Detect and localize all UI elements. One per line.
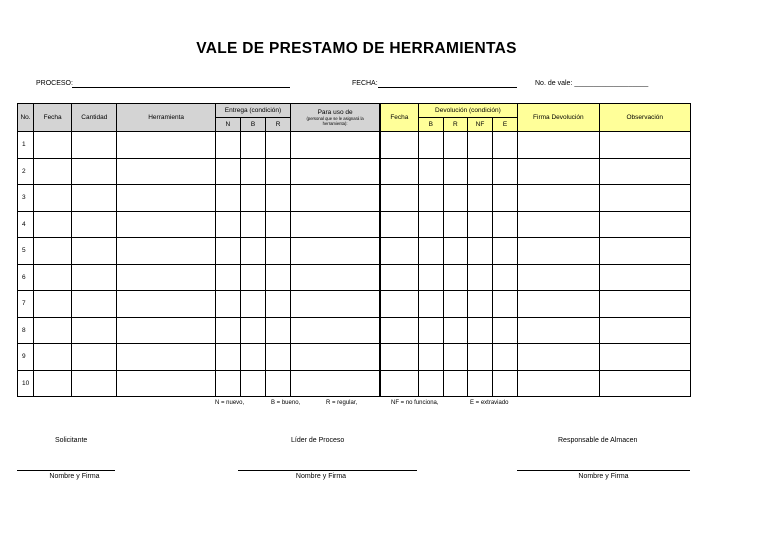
loan-table: [17, 103, 691, 397]
table-cell[interactable]: [599, 132, 691, 159]
table-cell[interactable]: [117, 238, 215, 265]
header-entrega: Entrega (condición): [215, 104, 290, 118]
header-para-uso: [291, 104, 380, 132]
table-cell[interactable]: [443, 211, 467, 238]
table-cell[interactable]: [34, 158, 72, 185]
signature-responsable-title: Responsable de Almacen: [558, 437, 638, 444]
signature-nombre-1: Nombre y Firma: [49, 473, 100, 480]
table-cell[interactable]: [34, 370, 72, 397]
table-cell[interactable]: [380, 211, 418, 238]
table-cell[interactable]: [266, 344, 291, 371]
table-cell[interactable]: [34, 317, 72, 344]
table-cell[interactable]: [493, 344, 518, 371]
legend-e: E = extraviado: [470, 400, 509, 406]
table-cell[interactable]: [418, 132, 443, 159]
table-cell[interactable]: [240, 370, 265, 397]
table-cell[interactable]: [117, 264, 215, 291]
table-cell[interactable]: [418, 370, 443, 397]
table-cell[interactable]: [443, 238, 467, 265]
table-cell[interactable]: [291, 317, 380, 344]
table-cell[interactable]: [467, 158, 492, 185]
table-cell[interactable]: [266, 132, 291, 159]
table-cell[interactable]: [34, 344, 72, 371]
table-cell[interactable]: [34, 132, 72, 159]
signature-nombre-2: Nombre y Firma: [295, 473, 347, 480]
table-cell[interactable]: [418, 291, 443, 318]
header-no: No.: [18, 104, 34, 132]
header-entrega-r: R: [266, 118, 291, 132]
legend-nf: NF = no funciona,: [391, 400, 439, 406]
table-cell[interactable]: [599, 264, 691, 291]
legend-b: B = bueno,: [271, 400, 301, 406]
table-cell[interactable]: [34, 291, 72, 318]
signature-line-lider[interactable]: [238, 470, 417, 471]
table-cell[interactable]: [72, 132, 117, 159]
row-number: 6: [18, 264, 34, 291]
table-cell[interactable]: [493, 291, 518, 318]
table-cell[interactable]: [467, 370, 492, 397]
table-cell[interactable]: [72, 185, 117, 212]
table-row: [18, 264, 691, 291]
table-row: [18, 317, 691, 344]
table-cell[interactable]: [34, 185, 72, 212]
table-cell[interactable]: [240, 238, 265, 265]
table-cell[interactable]: [518, 158, 599, 185]
legend-r: R = regular,: [326, 400, 358, 406]
table-cell[interactable]: [117, 158, 215, 185]
table-cell[interactable]: [599, 211, 691, 238]
table-cell[interactable]: [266, 211, 291, 238]
header-dev-nf: NF: [467, 118, 492, 132]
header-fecha: Fecha: [34, 104, 72, 132]
row-number: 4: [18, 211, 34, 238]
table-row: [18, 291, 691, 318]
table-row: [18, 185, 691, 212]
table-row: [18, 211, 691, 238]
vale-label-text: No. de vale:: [535, 80, 573, 87]
table-cell[interactable]: [599, 317, 691, 344]
table-row: [18, 370, 691, 397]
table-cell[interactable]: [418, 158, 443, 185]
table-cell[interactable]: [291, 158, 380, 185]
table-cell[interactable]: [117, 132, 215, 159]
para-uso-subtitle: (personal que se le asignará la herramienta):: [306, 116, 364, 126]
table-cell[interactable]: [418, 238, 443, 265]
table-cell[interactable]: [240, 264, 265, 291]
table-cell[interactable]: [215, 132, 240, 159]
table-cell[interactable]: [418, 211, 443, 238]
table-cell[interactable]: [266, 238, 291, 265]
table-cell[interactable]: [467, 132, 492, 159]
vale-label: [535, 80, 648, 87]
table-cell[interactable]: [418, 344, 443, 371]
table-row: [18, 158, 691, 185]
table-row: [18, 344, 691, 371]
table-cell[interactable]: [493, 317, 518, 344]
signature-solicitante-title: Solicitante: [55, 437, 88, 444]
table-cell[interactable]: [240, 291, 265, 318]
row-number: 5: [18, 238, 34, 265]
table-cell[interactable]: [493, 370, 518, 397]
table-cell[interactable]: [266, 291, 291, 318]
header-firma-devolucion: Firma Devolución: [518, 104, 599, 132]
table-cell[interactable]: [467, 185, 492, 212]
table-cell[interactable]: [518, 317, 599, 344]
table-cell[interactable]: [215, 158, 240, 185]
table-cell[interactable]: [266, 185, 291, 212]
fecha-label: FECHA:: [352, 80, 378, 87]
table-cell[interactable]: [240, 158, 265, 185]
table-cell[interactable]: [291, 291, 380, 318]
signature-lider-title: Líder de Proceso: [291, 437, 345, 444]
table-cell[interactable]: [72, 158, 117, 185]
table-cell[interactable]: [467, 264, 492, 291]
table-cell[interactable]: [266, 370, 291, 397]
table-cell[interactable]: [291, 370, 380, 397]
table-cell[interactable]: [291, 211, 380, 238]
table-cell[interactable]: [467, 291, 492, 318]
table-cell[interactable]: [518, 344, 599, 371]
table-cell[interactable]: [72, 211, 117, 238]
table-cell[interactable]: [291, 264, 380, 291]
header-dev-b: B: [418, 118, 443, 132]
row-number: 10: [18, 370, 34, 397]
table-cell[interactable]: [467, 211, 492, 238]
table-cell[interactable]: [380, 344, 418, 371]
table-row: [18, 132, 691, 159]
table-cell[interactable]: [518, 264, 599, 291]
table-cell[interactable]: [117, 370, 215, 397]
signature-nombre-3: Nombre y Firma: [578, 473, 629, 480]
table-cell[interactable]: [418, 264, 443, 291]
table-cell[interactable]: [380, 370, 418, 397]
proceso-input-line[interactable]: [72, 87, 290, 88]
table-cell[interactable]: [443, 291, 467, 318]
table-cell[interactable]: [215, 291, 240, 318]
table-cell[interactable]: [215, 185, 240, 212]
header-dev-r: R: [443, 118, 467, 132]
table-cell[interactable]: [117, 344, 215, 371]
table-cell[interactable]: [518, 370, 599, 397]
table-cell[interactable]: [34, 264, 72, 291]
table-cell[interactable]: [493, 185, 518, 212]
signature-line-responsable[interactable]: [517, 470, 690, 471]
table-cell[interactable]: [599, 344, 691, 371]
table-cell[interactable]: [493, 211, 518, 238]
table-cell[interactable]: [380, 185, 418, 212]
table-cell[interactable]: [380, 158, 418, 185]
header-entrega-b: B: [240, 118, 265, 132]
header-dev-fecha: Fecha: [380, 104, 418, 132]
table-cell[interactable]: [215, 211, 240, 238]
table-cell[interactable]: [291, 344, 380, 371]
table-cell[interactable]: [72, 291, 117, 318]
table-cell[interactable]: [215, 344, 240, 371]
table-cell[interactable]: [291, 238, 380, 265]
table-cell[interactable]: [443, 185, 467, 212]
table-cell[interactable]: [215, 317, 240, 344]
vale-number-blank[interactable]: ___________________: [574, 80, 649, 87]
table-cell[interactable]: [493, 264, 518, 291]
table-cell[interactable]: [72, 370, 117, 397]
table-cell[interactable]: [72, 238, 117, 265]
table-cell[interactable]: [117, 185, 215, 212]
table-cell[interactable]: [443, 264, 467, 291]
table-cell[interactable]: [34, 211, 72, 238]
table-cell[interactable]: [215, 370, 240, 397]
table-cell[interactable]: [518, 211, 599, 238]
table-cell[interactable]: [240, 185, 265, 212]
table-cell[interactable]: [266, 264, 291, 291]
table-cell[interactable]: [266, 317, 291, 344]
table-cell[interactable]: [518, 291, 599, 318]
header-entrega-n: N: [215, 118, 240, 132]
table-cell[interactable]: [380, 291, 418, 318]
table-cell[interactable]: [240, 211, 265, 238]
table-cell[interactable]: [117, 317, 215, 344]
table-cell[interactable]: [443, 344, 467, 371]
table-cell[interactable]: [443, 132, 467, 159]
row-number: 2: [18, 158, 34, 185]
table-cell[interactable]: [240, 317, 265, 344]
table-cell[interactable]: [72, 344, 117, 371]
header-observacion: Observación: [599, 104, 691, 132]
row-number: 8: [18, 317, 34, 344]
header-dev-e: E: [493, 118, 518, 132]
table-cell[interactable]: [215, 238, 240, 265]
legend-n: N = nuevo,: [215, 400, 245, 406]
table-cell[interactable]: [599, 370, 691, 397]
table-cell[interactable]: [493, 158, 518, 185]
table-cell[interactable]: [117, 211, 215, 238]
row-number: 7: [18, 291, 34, 318]
table-cell[interactable]: [599, 185, 691, 212]
table-cell[interactable]: [467, 344, 492, 371]
table-cell[interactable]: [518, 238, 599, 265]
table-cell[interactable]: [467, 317, 492, 344]
row-number: 9: [18, 344, 34, 371]
table-cell[interactable]: [240, 132, 265, 159]
table-cell[interactable]: [215, 264, 240, 291]
table-cell[interactable]: [34, 238, 72, 265]
table-row: [18, 238, 691, 265]
table-cell[interactable]: [443, 158, 467, 185]
table-cell[interactable]: [493, 238, 518, 265]
table-cell[interactable]: [418, 185, 443, 212]
fecha-input-line[interactable]: [378, 87, 517, 88]
table-cell[interactable]: [380, 132, 418, 159]
table-cell[interactable]: [443, 370, 467, 397]
table-cell[interactable]: [599, 238, 691, 265]
table-cell[interactable]: [380, 264, 418, 291]
table-cell[interactable]: [599, 158, 691, 185]
header-cantidad: Cantidad: [72, 104, 117, 132]
table-cell[interactable]: [72, 264, 117, 291]
row-number: 3: [18, 185, 34, 212]
row-number: 1: [18, 132, 34, 159]
table-cell[interactable]: [266, 158, 291, 185]
header-devolucion: Devolución (condición): [418, 104, 517, 118]
proceso-label: PROCESO:: [36, 80, 73, 87]
table-cell[interactable]: [380, 317, 418, 344]
table-cell[interactable]: [518, 185, 599, 212]
table-cell[interactable]: [467, 238, 492, 265]
table-cell[interactable]: [291, 132, 380, 159]
table-cell[interactable]: [117, 291, 215, 318]
table-cell[interactable]: [518, 132, 599, 159]
table-cell[interactable]: [240, 344, 265, 371]
table-cell[interactable]: [599, 291, 691, 318]
table-cell[interactable]: [291, 185, 380, 212]
para-uso-title: Para uso de: [317, 109, 353, 116]
table-cell[interactable]: [72, 317, 117, 344]
table-cell[interactable]: [443, 317, 467, 344]
signature-line-solicitante[interactable]: [17, 470, 115, 471]
table-cell[interactable]: [418, 317, 443, 344]
table-cell[interactable]: [493, 132, 518, 159]
table-cell[interactable]: [380, 238, 418, 265]
header-herramienta: Herramienta: [117, 104, 215, 132]
document-title: VALE DE PRESTAMO DE HERRAMIENTAS: [196, 40, 517, 57]
